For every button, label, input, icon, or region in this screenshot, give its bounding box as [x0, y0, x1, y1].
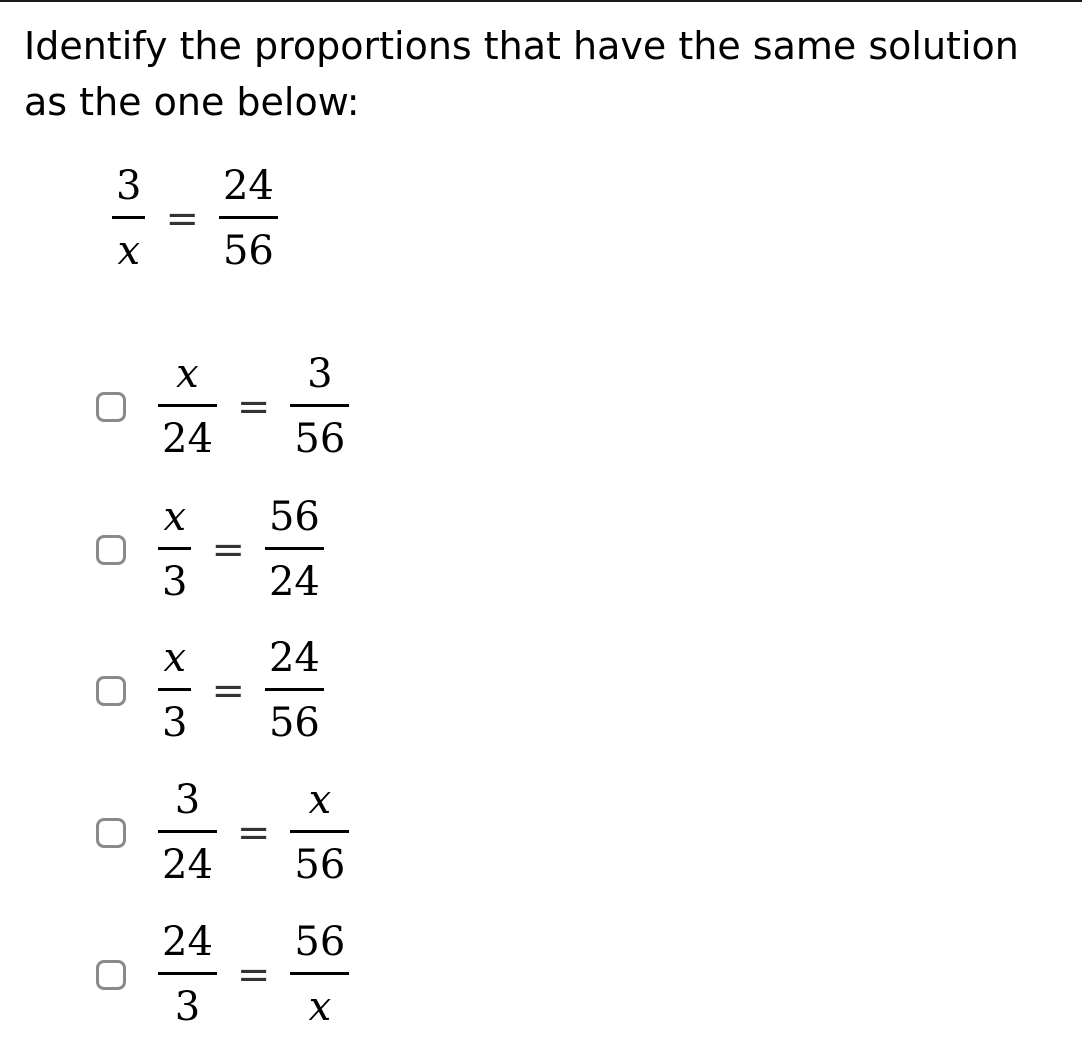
option-3-checkbox[interactable]: [96, 676, 126, 706]
fraction-bar: [112, 216, 145, 219]
option-2-proportion: [158, 493, 324, 606]
option-4-left-denominator: 24: [162, 842, 213, 888]
option-4-left-fraction: [158, 776, 217, 889]
equals-sign: =: [236, 951, 271, 998]
option-3-left-fraction: [158, 634, 191, 747]
option-4[interactable]: [96, 776, 349, 889]
question-text: Identify the proportions that have the same solution as the one below:: [24, 24, 1019, 124]
equals-sign: =: [236, 809, 271, 856]
option-3-right-numerator: 24: [268, 635, 320, 681]
option-5-left-numerator: 24: [162, 919, 213, 965]
option-3-proportion: [158, 634, 324, 747]
fraction-bar: [158, 972, 217, 975]
given-right-numerator: 24: [222, 163, 274, 209]
fraction-bar: [265, 688, 324, 691]
option-3[interactable]: [96, 634, 324, 747]
given-proportion: [112, 162, 278, 275]
option-4-right-fraction: [290, 776, 349, 889]
equals-sign: =: [211, 667, 245, 714]
fraction-bar: [265, 547, 324, 550]
option-2-right-numerator: 56: [268, 494, 320, 540]
given-right-fraction: [219, 162, 278, 275]
option-1-right-fraction: [290, 350, 349, 463]
fraction-bar: [290, 972, 349, 975]
option-2[interactable]: [96, 493, 324, 606]
fraction-bar: [290, 830, 349, 833]
option-1-proportion: [158, 350, 349, 463]
equals-sign: =: [236, 383, 271, 430]
option-5-right-fraction: [290, 918, 349, 1031]
option-3-left-numerator: x: [163, 635, 186, 681]
given-right-denominator: 56: [222, 228, 274, 274]
option-5-left-denominator: 3: [174, 984, 201, 1030]
given-left-numerator: 3: [116, 163, 142, 209]
option-1-left-fraction: [158, 350, 217, 463]
option-1-right-denominator: 56: [294, 416, 346, 462]
option-4-checkbox[interactable]: [96, 818, 126, 848]
option-2-left-denominator: 3: [162, 559, 188, 605]
fraction-bar: [158, 688, 191, 691]
fraction-bar: [158, 830, 217, 833]
option-2-left-fraction: [158, 493, 191, 606]
top-divider: [0, 0, 1082, 2]
option-2-right-fraction: [265, 493, 324, 606]
option-2-right-denominator: 24: [268, 559, 320, 605]
option-5-proportion: [158, 918, 349, 1031]
option-3-left-denominator: 3: [162, 700, 188, 746]
option-4-proportion: [158, 776, 349, 889]
equals-sign: =: [165, 195, 199, 242]
option-4-right-numerator: x: [308, 777, 332, 823]
option-1-left-denominator: 24: [162, 416, 213, 462]
option-5-right-denominator: x: [308, 984, 332, 1030]
option-2-checkbox[interactable]: [96, 535, 126, 565]
option-5-left-fraction: [158, 918, 217, 1031]
option-2-left-numerator: x: [163, 494, 186, 540]
fraction-bar: [290, 404, 349, 407]
option-1[interactable]: [96, 350, 349, 463]
option-4-right-denominator: 56: [294, 842, 346, 888]
given-left-fraction: [112, 162, 145, 275]
option-1-checkbox[interactable]: [96, 392, 126, 422]
option-3-right-fraction: [265, 634, 324, 747]
equals-sign: =: [211, 526, 245, 573]
option-5[interactable]: [96, 918, 349, 1031]
fraction-bar: [158, 404, 217, 407]
fraction-bar: [158, 547, 191, 550]
option-1-right-numerator: 3: [307, 351, 333, 397]
given-left-denominator: x: [117, 228, 140, 274]
option-1-left-numerator: x: [176, 351, 199, 397]
option-5-right-numerator: 56: [294, 919, 346, 965]
option-4-left-numerator: 3: [174, 777, 201, 823]
option-3-right-denominator: 56: [268, 700, 320, 746]
fraction-bar: [219, 216, 278, 219]
option-5-checkbox[interactable]: [96, 960, 126, 990]
